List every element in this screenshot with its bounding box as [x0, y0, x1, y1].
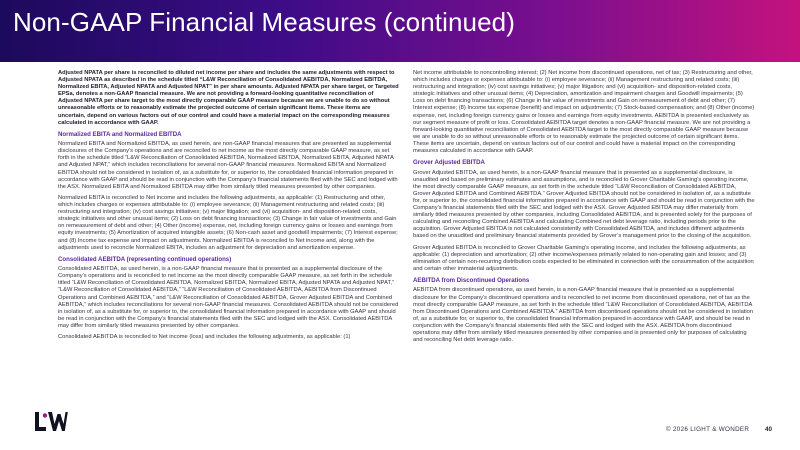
- left-text-column: [58, 70, 399, 345]
- section-heading-discontinued-operations: AEBITDA from Discontinued Operations: [413, 277, 530, 285]
- page-number: 40: [765, 426, 773, 433]
- discontinued-operations-paragraph: AEBITDA from discontinued operations, as used herein, is a non-GAAP financial measure that is presented as a supplemental disclosure for the Company’s discontinued operations and is reconciled to net income from discontinued operations, net of tax as the most directly comparable GAAP measure, as set forth in the schedule titled “L&W Reconciliation of Consolidated AEBITDA, AEBITDA from Discontinued Operations and Combined AEBITDA.” AEBITDA from discontinued operations should not be considered in isolation of, as a substitute for, or superior to, the consolidated financial information prepared in accordance with GAAP, and should be read in conjunction with the Company’s financial statements filed with the SEC and lodged with the ASX. AEBITDA from discontinued operations may differ from similarly titled measures presented by other companies and is presented only for purposes of calculating and reconciling Net debt leverage ratio.: [413, 287, 754, 344]
- consolidated-aebitda-reconciliation-paragraph: Consolidated AEBITDA is reconciled to Net income (loss) and includes the following adjustments, as applicable: (1): [58, 334, 351, 341]
- grover-reconciliation-paragraph: Grover Adjusted EBITDA is reconciled to Grover Charitable Gaming’s operating income, and includes the following adjustments, as applicable: (1) depreciation and amortization; (2) other income/expenses primarily related to non-operating gain and losses; and (3) elimination of certain non-recurring distribution costs expected to be eliminated in connection with the consummation of the acquisition and certain other immaterial adjustments.: [413, 244, 754, 272]
- intro-paragraph: Adjusted NPATA per share is reconciled to diluted net income per share and includes the same adjustments with respect to Adjusted NPATA as described in the schedule titled “L&W Reconciliation of Consolidated AEBITDA, Normalized EBITDA, Normalized EBITA, Adjusted NPATA and Adjusted NPAT” in per share amounts. Adjusted NPATA per share target, or Targeted EPSa, denotes a non-GAAP financial measure. We are not providing a forward-looking quantitative reconciliation of Adjusted NPATA per share target to the most directly comparable GAAP measure because we are unable to do so without unreasonable efforts or to reasonably estimate the projected outcome of certain significant items. These items are uncertain, depend on various factors out of our control and could have a material impact on the corresponding measures calculated in accordance with GAAP.: [58, 70, 399, 126]
- consolidated-aebitda-paragraph: Consolidated AEBITDA, as used herein, is a non-GAAP financial measure that is presented as a supplemental disclosure of the Company’s operations and is reconciled to net income as the most directly comparable GAAP measure, as set forth in the schedule titled “L&W Reconciliation of Consolidated AEBITDA, Normalized EBITDA, Normalized EBITA, Adjusted NPATA and Adjusted NPAT,” “L&W Reconciliation of Consolidated AEBITDA,” “L&W Reconciliation of Consolidated AEBITDA, AEBITDA from Discontinued Operations and Combined AEBITDA,” and “L&W Reconciliation of Consolidated AEBITDA, Grover Adjusted EBITDA and Combined AEBITDA,” which includes reconciliations for several non-GAAP financial measures. Consolidated AEBITDA should not be considered in isolation of, as a substitute for, or superior to, the consolidated financial information prepared in accordance with GAAP and should be read in conjunction with the Company’s financial statements filed with the SEC and lodged with the ASX. Consolidated AEBITDA may differ from similarly titled measures presented by other companies.: [58, 266, 399, 329]
- aebitda-adjustments-paragraph: Net income attributable to noncontrolling interest; (2) Net income from discontinued operations, net of tax; (3) Restructuring and other, which includes charges or expenses attributable to: (i) employee severance; (ii) Management restructuring and related costs; (iii) restructuring and integration; (iv) cost savings initiatives; (v) major litigation; and (vi) acquisition- and disposition-related costs, strategic initiatives and other unusual items; (4) Depreciation, amortization and impairment charges and Goodwill impairments; (5) Loss on debt financing transactions; (6) Change in fair value of investments and Gain on remeasurement of debt and other; (7) Interest expense; (8) Income tax expense (benefit) and impact on adjustments; (7) Stock-based compensation; and (8) Other (income) expense, net, including foreign currency gains or losses and earnings from equity investments. AEBITDA is presented exclusively as our segment measure of profit or loss. Consolidated AEBITDA target denotes a non-GAAP financial measure. We are not providing a forward-looking quantitative reconciliation of Consolidated AEBITDA target to the most directly comparable GAAP measure because we are unable to do so without unreasonable efforts or to reasonably estimate the projected outcome of certain significant items. These items are uncertain, depend on various factors out of our control and could have a material impact on the corresponding measures calculated in accordance with GAAP.: [413, 70, 755, 155]
- normalized-ebita-paragraph: Normalized EBITA and Normalized EBITDA, as used herein, are non-GAAP financial measures that are presented as supplemental disclosures of the Company’s operations and are reconciled to net income as the most directly comparable GAAP measure, as set forth in the schedule titled “L&W Reconciliation of Consolidated AEBITDA, Normalized EBITDA, Normalized EBITA, Adjusted NPATA and Adjusted NPAT,” which includes reconciliations for several non-GAAP financial measures. Normalized EBITA and Normalized EBITDA should not be considered in isolation of, as a substitute for, or superior to, the consolidated financial information prepared in accordance with GAAP and should be read in conjunction with the Company’s financial statements filed with the SEC and lodged with the ASX. Normalized EBITA and Normalized EBITDA may differ from similarly titled measures presented by other companies.: [58, 141, 398, 190]
- right-text-column: [413, 70, 755, 348]
- title-banner: [0, 0, 800, 62]
- footer-copyright: © 2026 LIGHT & WONDER: [666, 426, 750, 433]
- page-title: Non-GAAP Financial Measures (continued): [13, 7, 515, 37]
- normalized-ebita-reconciliation-paragraph: Normalized EBITA is reconciled to Net income and includes the following adjustments, as applicable: (1) Restructuring and other, which includes charges or expenses attributable to: (i) employee severance; (ii) Management restructuring and related costs; (iii) restructuring and integration; (iv) cost savings initiatives; (v) major litigation; and (vi) acquisition- and disposition-related costs, strategic initiatives and other unusual items; (2) Loss on debt financing transactions; (3) Change in fair value of investments and Gain on remeasurement of debt and other; (4) Other (income) expense, net, including foreign currency gains or losses and earnings from equity investments; (5) Amortization of acquired intangible assets; (6) Non-cash asset and goodwill impairments; (7) Interest expense; and (8) Income tax expense and impact on adjustments. Normalized EBITDA is reconciled to Net income and, along with the adjustments used to reconcile Normalized EBITA, includes an adjustment for depreciation and amortization expense.: [58, 194, 398, 251]
- section-heading-grover-adjusted-ebitda: Grover Adjusted EBITDA: [413, 159, 485, 167]
- section-heading-normalized-ebita: Normalized EBITA and Normalized EBITDA: [58, 130, 182, 138]
- lw-logo: [34, 410, 68, 432]
- section-heading-consolidated-aebitda: Consolidated AEBITDA (representing continued operations): [58, 255, 232, 263]
- grover-adjusted-ebitda-paragraph: Grover Adjusted EBITDA, as used herein, is a non-GAAP financial measure that is presented as a supplemental disclosure, is unaudited and based on preliminary estimates and assumptions, and is reconciled to Grover Charitable Gaming’s operating income, the most directly comparable GAAP measure, as set forth in the schedule titled “L&W Reconciliation of Consolidated AEBITDA, Grover Adjusted EBITDA and Combined AEBITDA.” Grover Adjusted EBITDA should not be considered in isolation of, as a substitute for, or superior to, the consolidated financial information prepared in accordance with GAAP and should be read in conjunction with the Company’s financial statements filed with the SEC and lodged with the ASX. Grover Adjusted EBITDA may differ materially from similarly titled measures presented by other companies, including Consolidated AEBITDA, and is presented solely for the purposes of calculating and reconciling Combined AEBITDA and calculating Combined net debt leverage ratio, including periods prior to the acquisition. Grover Adjusted EBITDA is not calculated consistently with Consolidated AEBITDA, and includes different adjustments based on the unaudited and preliminary financial statements provided by Grover’s management prior to the closing of the acquisition.: [413, 169, 755, 240]
